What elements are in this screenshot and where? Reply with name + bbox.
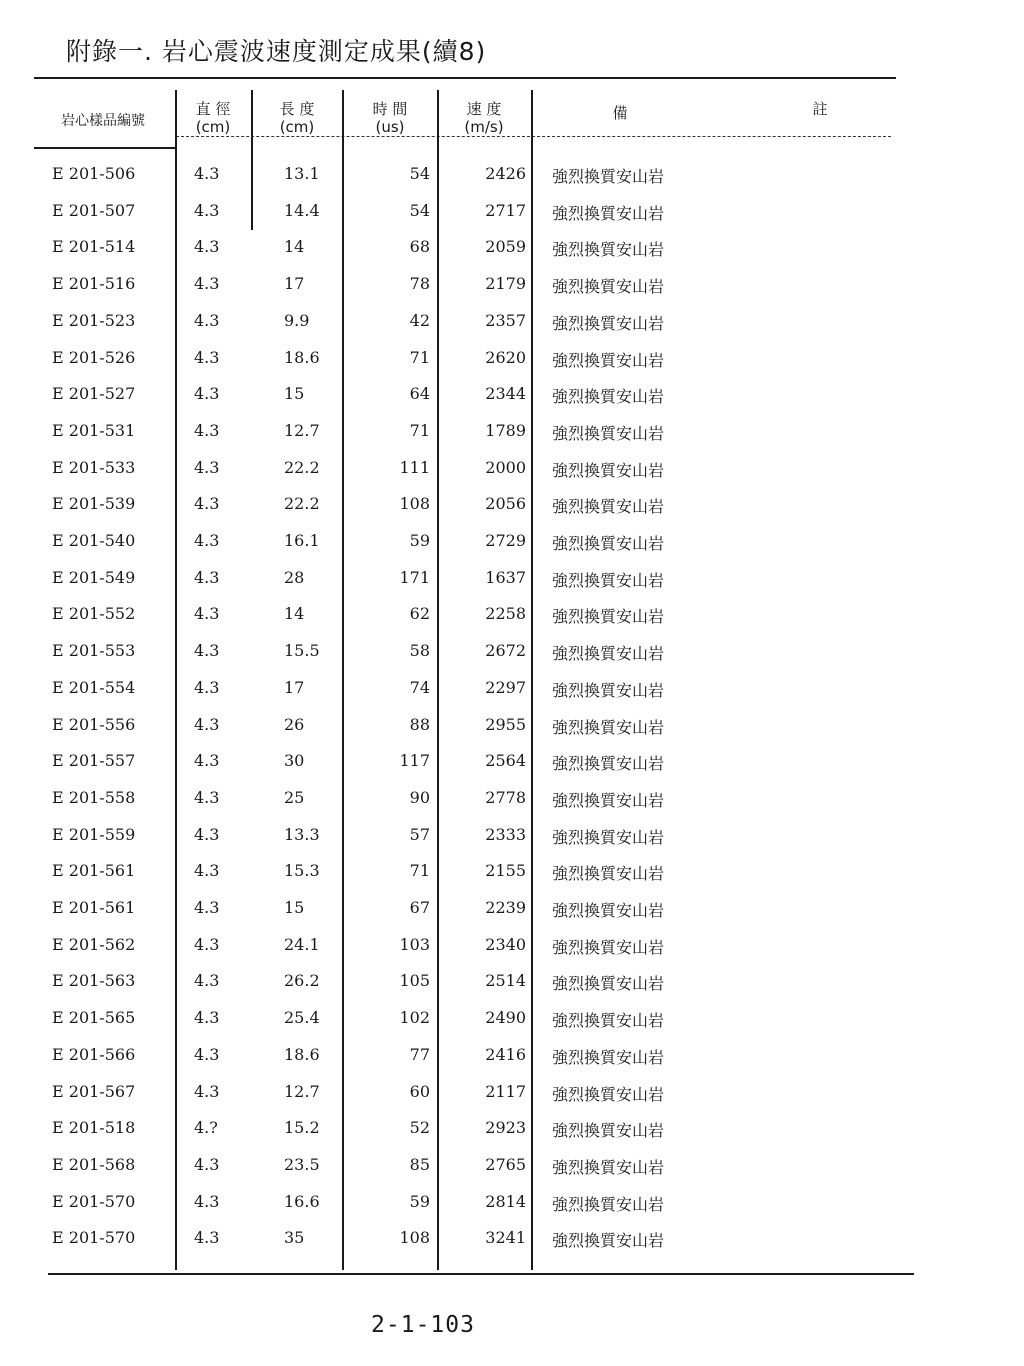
time-cell: 60 bbox=[409, 1081, 430, 1101]
table-row bbox=[0, 311, 1024, 347]
table-row bbox=[0, 237, 1024, 273]
header-length: 長 度 (cm) bbox=[279, 100, 315, 136]
velocity-cell: 2426 bbox=[485, 164, 526, 183]
remarks-cell: 強烈換質安山岩 bbox=[552, 387, 665, 407]
time-cell: 64 bbox=[409, 384, 430, 404]
diameter-cell: 4.3 bbox=[194, 494, 220, 514]
sample-id-cell: E 201-568 bbox=[52, 1154, 136, 1174]
diameter-cell: 4.3 bbox=[194, 237, 220, 257]
remarks-cell: 強烈換質安山岩 bbox=[552, 717, 665, 737]
sample-id-cell: E 201-506 bbox=[52, 164, 136, 183]
table-row bbox=[0, 715, 1024, 751]
time-cell: 68 bbox=[409, 237, 430, 257]
table-row bbox=[0, 494, 1024, 530]
remarks-cell: 強烈換質安山岩 bbox=[552, 937, 665, 957]
header-dashed-rule bbox=[176, 136, 891, 137]
table-row bbox=[0, 274, 1024, 310]
remarks-cell: 強烈換質安山岩 bbox=[552, 277, 665, 297]
sample-id-cell: E 201-558 bbox=[52, 787, 136, 807]
table-row bbox=[0, 1228, 1024, 1264]
sample-id-cell: E 201-527 bbox=[52, 384, 136, 404]
table-row bbox=[0, 971, 1024, 1007]
sample-id-cell: E 201-531 bbox=[52, 420, 136, 440]
table-row bbox=[0, 751, 1024, 787]
length-cell: 15.2 bbox=[284, 1118, 320, 1138]
table-row bbox=[0, 1155, 1024, 1191]
time-cell: 105 bbox=[399, 971, 430, 991]
time-cell: 171 bbox=[399, 567, 430, 587]
diameter-cell: 4.3 bbox=[194, 567, 220, 587]
time-cell: 52 bbox=[409, 1118, 430, 1138]
diameter-cell: 4.3 bbox=[194, 934, 220, 954]
table-row bbox=[0, 898, 1024, 934]
time-cell: 67 bbox=[409, 898, 430, 917]
remarks-cell: 強烈換質安山岩 bbox=[552, 1157, 665, 1177]
sample-id-cell: E 201-540 bbox=[52, 531, 136, 550]
sample-id-cell: E 201-554 bbox=[52, 677, 136, 697]
length-cell: 22.2 bbox=[284, 494, 320, 514]
diameter-cell: 4.3 bbox=[194, 714, 220, 734]
length-cell: 15 bbox=[284, 384, 305, 404]
header-diameter: 直 徑 (cm) bbox=[195, 100, 231, 136]
time-cell: 54 bbox=[409, 164, 430, 183]
remarks-cell: 強烈換質安山岩 bbox=[552, 1084, 665, 1104]
table-row bbox=[0, 1008, 1024, 1044]
table-row bbox=[0, 935, 1024, 971]
length-cell: 15.5 bbox=[284, 641, 320, 661]
time-cell: 74 bbox=[409, 677, 430, 697]
velocity-cell: 2717 bbox=[485, 200, 526, 220]
velocity-cell: 2923 bbox=[485, 1118, 526, 1138]
time-cell: 117 bbox=[399, 751, 430, 771]
header-velocity: 速 度 (m/s) bbox=[464, 100, 504, 136]
length-cell: 13.1 bbox=[284, 164, 320, 183]
diameter-cell: 4.3 bbox=[194, 384, 220, 404]
length-cell: 25 bbox=[284, 787, 305, 807]
velocity-cell: 2514 bbox=[485, 971, 526, 991]
remarks-cell: 強烈換質安山岩 bbox=[552, 1194, 665, 1214]
velocity-cell: 2297 bbox=[485, 677, 526, 697]
length-cell: 15.3 bbox=[284, 861, 320, 881]
table-row bbox=[0, 164, 1024, 200]
page-number: 2-1-103 bbox=[371, 1312, 475, 1338]
sample-id-cell: E 201-561 bbox=[52, 898, 136, 917]
time-cell: 111 bbox=[399, 457, 430, 477]
remarks-cell: 強烈換質安山岩 bbox=[552, 790, 665, 810]
table-row bbox=[0, 1118, 1024, 1154]
sample-id-cell: E 201-516 bbox=[52, 274, 136, 294]
sample-id-cell: E 201-514 bbox=[52, 237, 136, 257]
remarks-cell: 強烈換質安山岩 bbox=[552, 754, 665, 774]
table-row bbox=[0, 641, 1024, 677]
diameter-cell: 4.3 bbox=[194, 1044, 220, 1064]
remarks-cell: 強烈換質安山岩 bbox=[552, 864, 665, 884]
velocity-cell: 2765 bbox=[485, 1154, 526, 1174]
sample-id-cell: E 201-539 bbox=[52, 494, 136, 514]
sample-id-cell: E 201-561 bbox=[52, 861, 136, 881]
diameter-cell: 4.3 bbox=[194, 1008, 220, 1028]
remarks-cell: 強烈換質安山岩 bbox=[552, 644, 665, 664]
remarks-cell: 強烈換質安山岩 bbox=[552, 313, 665, 333]
diameter-cell: 4.3 bbox=[194, 641, 220, 661]
page-title: 附錄一. 岩心震波速度測定成果(續8) bbox=[66, 37, 487, 66]
time-cell: 85 bbox=[409, 1154, 430, 1174]
time-cell: 77 bbox=[409, 1044, 430, 1064]
sample-id-cell: E 201-563 bbox=[52, 971, 136, 991]
length-cell: 25.4 bbox=[284, 1008, 320, 1028]
sample-id-cell: E 201-553 bbox=[52, 641, 136, 661]
remarks-cell: 強烈換質安山岩 bbox=[552, 974, 665, 994]
length-cell: 9.9 bbox=[284, 310, 310, 330]
diameter-cell: 4.3 bbox=[194, 1154, 220, 1174]
time-cell: 57 bbox=[409, 824, 430, 844]
length-cell: 12.7 bbox=[284, 1081, 320, 1101]
remarks-cell: 強烈換質安山岩 bbox=[552, 534, 665, 553]
header-time: 時 間 (us) bbox=[372, 100, 408, 136]
velocity-cell: 2490 bbox=[485, 1008, 526, 1028]
sample-id-cell: E 201-518 bbox=[52, 1118, 136, 1138]
diameter-cell: 4.3 bbox=[194, 751, 220, 771]
diameter-cell: 4.3 bbox=[194, 1081, 220, 1101]
velocity-cell: 2672 bbox=[485, 641, 526, 661]
velocity-cell: 2357 bbox=[485, 310, 526, 330]
sample-id-cell: E 201-556 bbox=[52, 714, 136, 734]
velocity-cell: 2056 bbox=[485, 494, 526, 514]
table-row bbox=[0, 531, 1024, 567]
remarks-cell: 強烈換質安山岩 bbox=[552, 423, 665, 443]
time-cell: 88 bbox=[409, 714, 430, 734]
diameter-cell: 4.3 bbox=[194, 531, 220, 550]
remarks-cell: 強烈換質安山岩 bbox=[552, 460, 665, 480]
table-row bbox=[0, 458, 1024, 494]
time-cell: 108 bbox=[399, 1228, 430, 1248]
remarks-cell: 強烈換質安山岩 bbox=[552, 1011, 665, 1031]
time-cell: 58 bbox=[409, 641, 430, 661]
length-cell: 13.3 bbox=[284, 824, 320, 844]
table-bottom-rule bbox=[48, 1273, 914, 1275]
diameter-cell: 4.3 bbox=[194, 1228, 220, 1248]
velocity-cell: 2620 bbox=[485, 347, 526, 367]
length-cell: 15 bbox=[284, 898, 305, 917]
sample-id-cell: E 201-526 bbox=[52, 347, 136, 367]
time-cell: 102 bbox=[399, 1008, 430, 1028]
header-remarks-b: 註 bbox=[812, 100, 828, 118]
sample-id-cell: E 201-552 bbox=[52, 604, 136, 624]
remarks-cell: 強烈換質安山岩 bbox=[552, 607, 665, 627]
velocity-cell: 2333 bbox=[485, 824, 526, 844]
length-cell: 28 bbox=[284, 567, 305, 587]
table-row bbox=[0, 788, 1024, 824]
time-cell: 78 bbox=[409, 274, 430, 294]
velocity-cell: 2000 bbox=[485, 457, 526, 477]
remarks-cell: 強烈換質安山岩 bbox=[552, 240, 665, 260]
velocity-cell: 2814 bbox=[485, 1191, 526, 1211]
remarks-cell: 強烈換質安山岩 bbox=[552, 497, 665, 517]
time-cell: 59 bbox=[409, 1191, 430, 1211]
diameter-cell: 4.3 bbox=[194, 1191, 220, 1211]
diameter-cell: 4.3 bbox=[194, 604, 220, 624]
table-row bbox=[0, 678, 1024, 714]
time-cell: 59 bbox=[409, 531, 430, 550]
diameter-cell: 4.3 bbox=[194, 200, 220, 220]
velocity-cell: 2059 bbox=[485, 237, 526, 257]
time-cell: 71 bbox=[409, 347, 430, 367]
header-remarks-a: 備 bbox=[612, 104, 628, 122]
velocity-cell: 3241 bbox=[485, 1228, 526, 1248]
length-cell: 12.7 bbox=[284, 420, 320, 440]
length-cell: 16.1 bbox=[284, 531, 320, 550]
length-cell: 14 bbox=[284, 237, 305, 257]
sample-id-cell: E 201-570 bbox=[52, 1228, 136, 1248]
velocity-cell: 1789 bbox=[485, 420, 526, 440]
velocity-cell: 2258 bbox=[485, 604, 526, 624]
diameter-cell: 4.3 bbox=[194, 310, 220, 330]
remarks-cell: 強烈換質安山岩 bbox=[552, 570, 665, 590]
sample-id-cell: E 201-565 bbox=[52, 1008, 136, 1028]
table-row bbox=[0, 1192, 1024, 1228]
diameter-cell: 4.3 bbox=[194, 898, 220, 917]
sample-id-cell: E 201-570 bbox=[52, 1191, 136, 1211]
table-top-rule bbox=[34, 77, 896, 79]
velocity-cell: 2344 bbox=[485, 384, 526, 404]
velocity-cell: 2729 bbox=[485, 531, 526, 550]
table-row bbox=[0, 604, 1024, 640]
table-row bbox=[0, 421, 1024, 457]
sample-id-cell: E 201-533 bbox=[52, 457, 136, 477]
table-row bbox=[0, 384, 1024, 420]
time-cell: 103 bbox=[399, 934, 430, 954]
table-row bbox=[0, 1082, 1024, 1118]
header-sample-id: 岩心樣品編號 bbox=[61, 113, 145, 129]
remarks-cell: 強烈換質安山岩 bbox=[552, 1231, 665, 1251]
table-row bbox=[0, 201, 1024, 237]
time-cell: 54 bbox=[409, 200, 430, 220]
diameter-cell: 4.? bbox=[194, 1118, 218, 1138]
time-cell: 62 bbox=[409, 604, 430, 624]
length-cell: 18.6 bbox=[284, 347, 320, 367]
diameter-cell: 4.3 bbox=[194, 861, 220, 881]
diameter-cell: 4.3 bbox=[194, 677, 220, 697]
sample-id-cell: E 201-559 bbox=[52, 824, 136, 844]
velocity-cell: 2564 bbox=[485, 751, 526, 771]
table-row bbox=[0, 1045, 1024, 1081]
header-bottom-rule bbox=[34, 147, 176, 149]
sample-id-cell: E 201-523 bbox=[52, 310, 136, 330]
velocity-cell: 2117 bbox=[485, 1081, 526, 1101]
sample-id-cell: E 201-562 bbox=[52, 934, 136, 954]
length-cell: 26.2 bbox=[284, 971, 320, 991]
time-cell: 42 bbox=[409, 310, 430, 330]
remarks-cell: 強烈換質安山岩 bbox=[552, 827, 665, 847]
velocity-cell: 2955 bbox=[485, 714, 526, 734]
diameter-cell: 4.3 bbox=[194, 971, 220, 991]
diameter-cell: 4.3 bbox=[194, 787, 220, 807]
remarks-cell: 強烈換質安山岩 bbox=[552, 1047, 665, 1067]
time-cell: 71 bbox=[409, 861, 430, 881]
time-cell: 108 bbox=[399, 494, 430, 514]
table-row bbox=[0, 825, 1024, 861]
velocity-cell: 2179 bbox=[485, 274, 526, 294]
table-row bbox=[0, 348, 1024, 384]
length-cell: 24.1 bbox=[284, 934, 320, 954]
length-cell: 17 bbox=[284, 677, 305, 697]
diameter-cell: 4.3 bbox=[194, 420, 220, 440]
time-cell: 71 bbox=[409, 420, 430, 440]
table-row bbox=[0, 568, 1024, 604]
length-cell: 14 bbox=[284, 604, 305, 624]
length-cell: 22.2 bbox=[284, 457, 320, 477]
length-cell: 17 bbox=[284, 274, 305, 294]
length-cell: 14.4 bbox=[284, 200, 320, 220]
diameter-cell: 4.3 bbox=[194, 824, 220, 844]
length-cell: 16.6 bbox=[284, 1191, 320, 1211]
sample-id-cell: E 201-507 bbox=[52, 200, 136, 220]
length-cell: 23.5 bbox=[284, 1154, 320, 1174]
sample-id-cell: E 201-566 bbox=[52, 1044, 136, 1064]
velocity-cell: 2239 bbox=[485, 898, 526, 917]
sample-id-cell: E 201-557 bbox=[52, 751, 136, 771]
velocity-cell: 2416 bbox=[485, 1044, 526, 1064]
velocity-cell: 2340 bbox=[485, 934, 526, 954]
velocity-cell: 2778 bbox=[485, 787, 526, 807]
length-cell: 35 bbox=[284, 1228, 305, 1248]
velocity-cell: 2155 bbox=[485, 861, 526, 881]
length-cell: 18.6 bbox=[284, 1044, 320, 1064]
sample-id-cell: E 201-567 bbox=[52, 1081, 136, 1101]
length-cell: 26 bbox=[284, 714, 305, 734]
length-cell: 30 bbox=[284, 751, 305, 771]
remarks-cell: 強烈換質安山岩 bbox=[552, 680, 665, 700]
remarks-cell: 強烈換質安山岩 bbox=[552, 167, 665, 186]
time-cell: 90 bbox=[409, 787, 430, 807]
remarks-cell: 強烈換質安山岩 bbox=[552, 350, 665, 370]
remarks-cell: 強烈換質安山岩 bbox=[552, 203, 665, 223]
remarks-cell: 強烈換質安山岩 bbox=[552, 1121, 665, 1141]
diameter-cell: 4.3 bbox=[194, 274, 220, 294]
table-row bbox=[0, 861, 1024, 897]
diameter-cell: 4.3 bbox=[194, 457, 220, 477]
diameter-cell: 4.3 bbox=[194, 164, 220, 183]
remarks-cell: 強烈換質安山岩 bbox=[552, 901, 665, 920]
diameter-cell: 4.3 bbox=[194, 347, 220, 367]
sample-id-cell: E 201-549 bbox=[52, 567, 136, 587]
velocity-cell: 1637 bbox=[485, 567, 526, 587]
